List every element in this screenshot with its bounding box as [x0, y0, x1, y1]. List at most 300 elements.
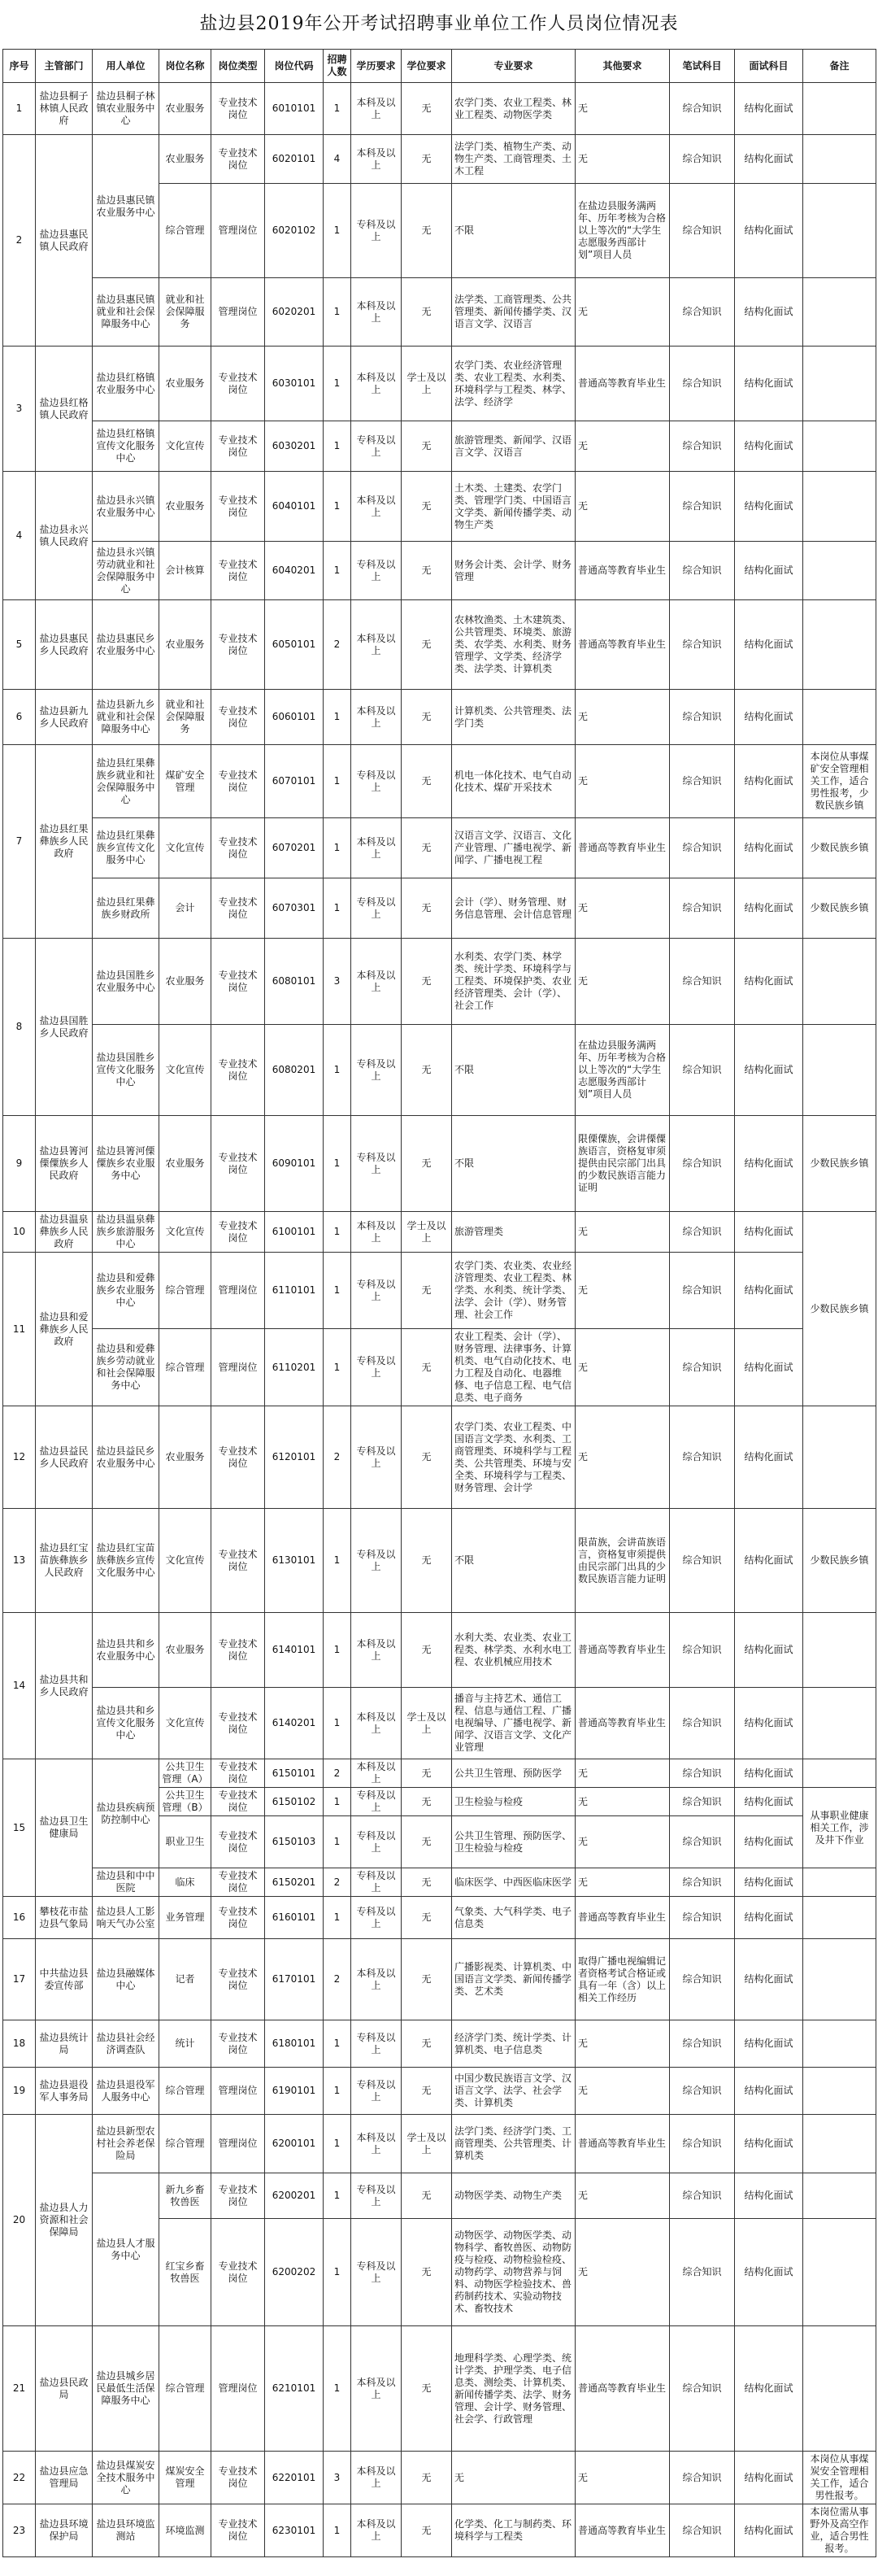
- other-requirement-cell: 限苗族，会讲苗族语言，资格复审须提供由民宗部门出具的少数民族语言能力证明: [576, 1509, 670, 1613]
- interview-cell: 结构化面试: [735, 135, 803, 184]
- degree-cell: 无: [402, 135, 452, 184]
- written-exam-cell: 综合知识: [670, 1897, 735, 1939]
- interview-cell: 结构化面试: [735, 1613, 803, 1688]
- dept-cell: 盐边县国胜乡人民政府: [36, 939, 93, 1116]
- unit-cell: 盐边县人才服务中心: [93, 2173, 159, 2326]
- major-requirement-cell: 广播影视类、计算机类、中国语言文学类、新闻传播学类、艺术类: [452, 1939, 576, 2020]
- written-exam-cell: 综合知识: [670, 2068, 735, 2115]
- other-requirement-cell: 普通高等教育毕业生: [576, 1688, 670, 1759]
- seq-cell: 18: [3, 2020, 36, 2068]
- dept-cell: 盐边县惠民镇人民政府: [36, 135, 93, 347]
- post-code-cell: 6140201: [265, 1688, 324, 1759]
- note-cell: [803, 2326, 876, 2452]
- headcount-cell: 2: [324, 1939, 351, 2020]
- other-requirement-cell: 无: [576, 421, 670, 472]
- headcount-cell: 2: [324, 1868, 351, 1897]
- interview-cell: 结构化面试: [735, 421, 803, 472]
- post-name-cell: 农业服务: [159, 1406, 211, 1509]
- other-requirement-cell: 普通高等教育毕业生: [576, 2504, 670, 2557]
- education-cell: 本科及以上: [351, 1759, 402, 1788]
- post-name-cell: 公共卫生管理（A）: [159, 1759, 211, 1788]
- other-requirement-cell: 无: [576, 1868, 670, 1897]
- post-type-cell: 专业技术岗位: [211, 690, 265, 745]
- table-row: [3, 1406, 876, 1509]
- post-type-cell: 专业技术岗位: [211, 1025, 265, 1116]
- dept-cell: 盐边县新九乡人民政府: [36, 690, 93, 745]
- headcount-cell: 1: [324, 2504, 351, 2557]
- interview-cell: 结构化面试: [735, 1868, 803, 1897]
- education-cell: 专科及以上: [351, 1406, 402, 1509]
- education-cell: 专科及以上: [351, 1116, 402, 1212]
- unit-cell: 盐边县社会经济调查队: [93, 2020, 159, 2068]
- header-cell: 学位要求: [402, 50, 452, 83]
- education-cell: 专科及以上: [351, 2219, 402, 2326]
- table-row: [3, 939, 876, 1025]
- post-code-cell: 6200101: [265, 2115, 324, 2173]
- post-code-cell: 6170101: [265, 1939, 324, 2020]
- note-cell: [803, 2068, 876, 2115]
- degree-cell: 无: [402, 1816, 452, 1868]
- written-exam-cell: 综合知识: [670, 1688, 735, 1759]
- table-row: [3, 1253, 876, 1329]
- post-name-cell: 公共卫生管理（B）: [159, 1788, 211, 1816]
- seq-cell: 2: [3, 135, 36, 347]
- major-requirement-cell: 水利类、农学门类、林学类、统计学类、环境科学与工程类、环境保护类、农业经济管理类、会计（学）、社会工作: [452, 939, 576, 1025]
- interview-cell: 结构化面试: [735, 1406, 803, 1509]
- education-cell: 本科及以上: [351, 1939, 402, 2020]
- education-cell: 本科及以上: [351, 600, 402, 690]
- headcount-cell: 3: [324, 2452, 351, 2504]
- post-type-cell: 专业技术岗位: [211, 878, 265, 939]
- other-requirement-cell: 无: [576, 1406, 670, 1509]
- note-cell: [803, 1759, 876, 1788]
- major-requirement-cell: 机电一体化技术、电气自动化技术、煤矿开采技术: [452, 745, 576, 818]
- education-cell: 本科及以上: [351, 818, 402, 878]
- seq-cell: 10: [3, 1212, 36, 1253]
- header-cell: 序号: [3, 50, 36, 83]
- unit-cell: 盐边县红格镇农业服务中心: [93, 347, 159, 421]
- note-cell: [803, 2115, 876, 2173]
- interview-cell: 结构化面试: [735, 184, 803, 278]
- degree-cell: 无: [402, 745, 452, 818]
- major-requirement-cell: 农林牧渔类、土木建筑类、公共管理类、环境类、旅游类、农学类、水利类、财务管理学、文学类、经济学类、法学类、计算机类: [452, 600, 576, 690]
- written-exam-cell: 综合知识: [670, 1406, 735, 1509]
- unit-cell: 盐边县益民乡农业服务中心: [93, 1406, 159, 1509]
- major-requirement-cell: 经济学门类、统计学类、计算机类、电子信息类: [452, 2020, 576, 2068]
- headcount-cell: 4: [324, 135, 351, 184]
- major-requirement-cell: 计算机类、公共管理类、法学门类: [452, 690, 576, 745]
- post-name-cell: 记者: [159, 1939, 211, 2020]
- post-name-cell: 农业服务: [159, 600, 211, 690]
- table-row: [3, 1329, 876, 1406]
- headcount-cell: 1: [324, 2326, 351, 2452]
- written-exam-cell: 综合知识: [670, 135, 735, 184]
- interview-cell: 结构化面试: [735, 1939, 803, 2020]
- other-requirement-cell: 无: [576, 1759, 670, 1788]
- written-exam-cell: 综合知识: [670, 2173, 735, 2219]
- table-row: [3, 1759, 876, 1788]
- written-exam-cell: 综合知识: [670, 347, 735, 421]
- note-cell: [803, 347, 876, 421]
- other-requirement-cell: 无: [576, 2452, 670, 2504]
- note-cell: 少数民族乡镇: [803, 1116, 876, 1212]
- header-cell: 岗位名称: [159, 50, 211, 83]
- header-cell: 面试科目: [735, 50, 803, 83]
- degree-cell: 无: [402, 1759, 452, 1788]
- interview-cell: 结构化面试: [735, 278, 803, 347]
- post-code-cell: 6030201: [265, 421, 324, 472]
- written-exam-cell: 综合知识: [670, 83, 735, 135]
- other-requirement-cell: 无: [576, 135, 670, 184]
- unit-cell: 盐边县煤炭安全技术服务中心: [93, 2452, 159, 2504]
- dept-cell: 中共盐边县委宣传部: [36, 1939, 93, 2020]
- other-requirement-cell: 无: [576, 2219, 670, 2326]
- post-code-cell: 6210101: [265, 2326, 324, 2452]
- headcount-cell: 1: [324, 1116, 351, 1212]
- note-cell: [803, 1868, 876, 1897]
- header-cell: 岗位类型: [211, 50, 265, 83]
- post-code-cell: 6110201: [265, 1329, 324, 1406]
- headcount-cell: 2: [324, 1759, 351, 1788]
- education-cell: 专科及以上: [351, 2173, 402, 2219]
- education-cell: 本科及以上: [351, 278, 402, 347]
- post-name-cell: 业务管理: [159, 1897, 211, 1939]
- headcount-cell: 1: [324, 1788, 351, 1816]
- degree-cell: 无: [402, 472, 452, 542]
- degree-cell: 无: [402, 83, 452, 135]
- seq-cell: 8: [3, 939, 36, 1116]
- education-cell: 专科及以上: [351, 1788, 402, 1816]
- post-type-cell: 专业技术岗位: [211, 542, 265, 600]
- major-requirement-cell: 旅游管理类、新闻学、汉语言文学、汉语言: [452, 421, 576, 472]
- major-requirement-cell: 农业工程类、会计（学）、财务管理、法律事务、计算机类、电气自动化技术、电力工程及自动化、电器维修、电子信息工程、电气信息类、电子商务: [452, 1329, 576, 1406]
- written-exam-cell: 综合知识: [670, 818, 735, 878]
- other-requirement-cell: 无: [576, 1329, 670, 1406]
- headcount-cell: 1: [324, 878, 351, 939]
- post-name-cell: 红宝乡畜牧兽医: [159, 2219, 211, 2326]
- dept-cell: 攀枝花市盐边县气象局: [36, 1897, 93, 1939]
- other-requirement-cell: 无: [576, 472, 670, 542]
- headcount-cell: 1: [324, 690, 351, 745]
- unit-cell: 盐边县国胜乡宣传文化服务中心: [93, 1025, 159, 1116]
- post-name-cell: 煤炭安全管理: [159, 2452, 211, 2504]
- dept-cell: 盐边县桐子林镇人民政府: [36, 83, 93, 135]
- note-cell: 本岗位从事煤炭安全管理相关工作，适合男性报考。: [803, 2452, 876, 2504]
- note-cell: [803, 135, 876, 184]
- post-name-cell: 农业服务: [159, 1116, 211, 1212]
- post-type-cell: 专业技术岗位: [211, 472, 265, 542]
- note-cell: [803, 421, 876, 472]
- header-cell: 用人单位: [93, 50, 159, 83]
- table-row: [3, 347, 876, 421]
- post-type-cell: 管理岗位: [211, 2115, 265, 2173]
- note-cell: 少数民族乡镇: [803, 1509, 876, 1613]
- major-requirement-cell: 会计（学）、财务管理、财务信息管理、会计信息管理: [452, 878, 576, 939]
- unit-cell: 盐边县和中中医院: [93, 1868, 159, 1897]
- post-name-cell: 统计: [159, 2020, 211, 2068]
- degree-cell: 学士及以上: [402, 1212, 452, 1253]
- written-exam-cell: 综合知识: [670, 2115, 735, 2173]
- post-name-cell: 文化宣传: [159, 1212, 211, 1253]
- unit-cell: 盐边县永兴镇农业服务中心: [93, 472, 159, 542]
- written-exam-cell: 综合知识: [670, 1613, 735, 1688]
- degree-cell: 无: [402, 2173, 452, 2219]
- post-name-cell: 农业服务: [159, 347, 211, 421]
- page-title: 盐边县2019年公开考试招聘事业单位工作人员岗位情况表: [199, 14, 679, 34]
- degree-cell: 无: [402, 2068, 452, 2115]
- other-requirement-cell: 普通高等教育毕业生: [576, 542, 670, 600]
- header-cell: 岗位代码: [265, 50, 324, 83]
- unit-cell: 盐边县退役军人服务中心: [93, 2068, 159, 2115]
- unit-cell: 盐边县红格镇宣传文化服务中心: [93, 421, 159, 472]
- post-code-cell: 6070301: [265, 878, 324, 939]
- seq-cell: 11: [3, 1253, 36, 1406]
- other-requirement-cell: 普通高等教育毕业生: [576, 2115, 670, 2173]
- post-type-cell: 管理岗位: [211, 1329, 265, 1406]
- table-row: [3, 2326, 876, 2452]
- headcount-cell: 1: [324, 818, 351, 878]
- post-type-cell: 专业技术岗位: [211, 1406, 265, 1509]
- major-requirement-cell: 卫生检验与检疫: [452, 1788, 576, 1816]
- written-exam-cell: 综合知识: [670, 939, 735, 1025]
- major-requirement-cell: 水利大类、农业类、农业工程类、林学类、水利水电工程、农业机械应用技术: [452, 1613, 576, 1688]
- note-cell: [803, 2219, 876, 2326]
- post-type-cell: 专业技术岗位: [211, 1897, 265, 1939]
- note-cell: [803, 542, 876, 600]
- note-cell: [803, 184, 876, 278]
- major-requirement-cell: 农学门类、农业工程类、林业工程类、动物医学类: [452, 83, 576, 135]
- written-exam-cell: 综合知识: [670, 745, 735, 818]
- post-name-cell: 会计核算: [159, 542, 211, 600]
- post-name-cell: 农业服务: [159, 83, 211, 135]
- table-row: [3, 421, 876, 472]
- seq-cell: 7: [3, 745, 36, 939]
- header-cell: 招聘人数: [324, 50, 351, 83]
- post-code-cell: 6150103: [265, 1816, 324, 1868]
- education-cell: 本科及以上: [351, 347, 402, 421]
- post-name-cell: 就业和社会保障服务: [159, 690, 211, 745]
- education-cell: 专科及以上: [351, 421, 402, 472]
- headcount-cell: 1: [324, 2219, 351, 2326]
- degree-cell: 无: [402, 2326, 452, 2452]
- written-exam-cell: 综合知识: [670, 2504, 735, 2557]
- education-cell: 本科及以上: [351, 2504, 402, 2557]
- table-row: [3, 1212, 876, 1253]
- major-requirement-cell: 气象类、大气科学类、电子信息类: [452, 1897, 576, 1939]
- post-type-cell: 管理岗位: [211, 278, 265, 347]
- written-exam-cell: 综合知识: [670, 1253, 735, 1329]
- written-exam-cell: 综合知识: [670, 2452, 735, 2504]
- table-row: [3, 1509, 876, 1613]
- other-requirement-cell: 无: [576, 2020, 670, 2068]
- post-code-cell: 6040101: [265, 472, 324, 542]
- education-cell: 专科及以上: [351, 1509, 402, 1613]
- major-requirement-cell: 临床医学、中西医临床医学: [452, 1868, 576, 1897]
- interview-cell: 结构化面试: [735, 2219, 803, 2326]
- interview-cell: 结构化面试: [735, 2173, 803, 2219]
- post-type-cell: 专业技术岗位: [211, 600, 265, 690]
- header-cell: 其他要求: [576, 50, 670, 83]
- headcount-cell: 1: [324, 421, 351, 472]
- unit-cell: 盐边县融媒体中心: [93, 1939, 159, 2020]
- degree-cell: 无: [402, 939, 452, 1025]
- post-code-cell: 6220101: [265, 2452, 324, 2504]
- post-code-cell: 6160101: [265, 1897, 324, 1939]
- major-requirement-cell: 法学门类、经济学门类、工商管理类、公共管理类、计算机类: [452, 2115, 576, 2173]
- post-type-cell: 专业技术岗位: [211, 1759, 265, 1788]
- headcount-cell: 1: [324, 347, 351, 421]
- major-requirement-cell: 财务会计类、会计学、财务管理: [452, 542, 576, 600]
- major-requirement-cell: 动物医学、动物医学类、动物科学、畜牧兽医、动物防疫与检疫、动物检验检疫、动物药学、动物营养与饲料、动物医学检验技术、兽药制药技术、实验动物技术、畜牧技术: [452, 2219, 576, 2326]
- post-type-cell: 管理岗位: [211, 2068, 265, 2115]
- post-code-cell: 6080201: [265, 1025, 324, 1116]
- seq-cell: 15: [3, 1759, 36, 1897]
- unit-cell: 盐边县环境监测站: [93, 2504, 159, 2557]
- headcount-cell: 1: [324, 2020, 351, 2068]
- headcount-cell: 1: [324, 745, 351, 818]
- seq-cell: 23: [3, 2504, 36, 2557]
- post-code-cell: 6230101: [265, 2504, 324, 2557]
- unit-cell: 盐边县和爱彝族乡劳动就业和社会保障服务中心: [93, 1329, 159, 1406]
- dept-cell: 盐边县惠民乡人民政府: [36, 600, 93, 690]
- headcount-cell: 1: [324, 1253, 351, 1329]
- degree-cell: 学士及以上: [402, 1688, 452, 1759]
- note-cell: [803, 600, 876, 690]
- post-type-cell: 专业技术岗位: [211, 1688, 265, 1759]
- dept-cell: 盐边县卫生健康局: [36, 1759, 93, 1897]
- unit-cell: 盐边县惠民乡农业服务中心: [93, 600, 159, 690]
- headcount-cell: 1: [324, 83, 351, 135]
- post-name-cell: 综合管理: [159, 2115, 211, 2173]
- interview-cell: 结构化面试: [735, 1212, 803, 1253]
- interview-cell: 结构化面试: [735, 1788, 803, 1816]
- degree-cell: 学士及以上: [402, 2115, 452, 2173]
- post-type-cell: 专业技术岗位: [211, 2452, 265, 2504]
- post-code-cell: 6080101: [265, 939, 324, 1025]
- interview-cell: 结构化面试: [735, 347, 803, 421]
- other-requirement-cell: 无: [576, 939, 670, 1025]
- headcount-cell: 2: [324, 600, 351, 690]
- dept-cell: 盐边县和爱彝族乡人民政府: [36, 1253, 93, 1406]
- major-requirement-cell: 汉语言文学、汉语言、文化产业管理、广播电视学、新闻学、广播电视工程: [452, 818, 576, 878]
- other-requirement-cell: 限傈僳族，会讲傈僳族语言，资格复审须提供由民宗部门出具的少数民族语言能力证明: [576, 1116, 670, 1212]
- recruitment-table: [2, 49, 876, 2557]
- education-cell: 专科及以上: [351, 1868, 402, 1897]
- major-requirement-cell: 不限: [452, 1509, 576, 1613]
- interview-cell: 结构化面试: [735, 690, 803, 745]
- other-requirement-cell: 普通高等教育毕业生: [576, 1897, 670, 1939]
- interview-cell: 结构化面试: [735, 2020, 803, 2068]
- note-cell: [803, 2173, 876, 2219]
- degree-cell: 无: [402, 1613, 452, 1688]
- degree-cell: 无: [402, 1868, 452, 1897]
- table-row: [3, 542, 876, 600]
- other-requirement-cell: 取得广播电视编辑记者资格考试合格证或具有一年（含）以上相关工作经历: [576, 1939, 670, 2020]
- headcount-cell: 1: [324, 278, 351, 347]
- header-cell: 备注: [803, 50, 876, 83]
- post-name-cell: 农业服务: [159, 472, 211, 542]
- dept-cell: 盐边县红宝苗族彝族乡人民政府: [36, 1509, 93, 1613]
- table-row: [3, 83, 876, 135]
- written-exam-cell: 综合知识: [670, 1759, 735, 1788]
- post-type-cell: 专业技术岗位: [211, 2504, 265, 2557]
- major-requirement-cell: 化学类、化工与制药类、环境科学与工程类: [452, 2504, 576, 2557]
- degree-cell: 无: [402, 1253, 452, 1329]
- unit-cell: 盐边县和爱彝族乡农业服务中心: [93, 1253, 159, 1329]
- headcount-cell: 1: [324, 542, 351, 600]
- education-cell: 本科及以上: [351, 2115, 402, 2173]
- headcount-cell: 2: [324, 1406, 351, 1509]
- written-exam-cell: 综合知识: [670, 1025, 735, 1116]
- post-code-cell: 6110101: [265, 1253, 324, 1329]
- post-code-cell: 6190101: [265, 2068, 324, 2115]
- post-type-cell: 专业技术岗位: [211, 1509, 265, 1613]
- note-cell: 本岗位需从事野外及高空作业，适合男性报考。: [803, 2504, 876, 2557]
- post-name-cell: 综合管理: [159, 1253, 211, 1329]
- other-requirement-cell: 在盐边县服务满两年、历年考核为合格以上等次的“大学生志愿服务西部计划”项目人员: [576, 184, 670, 278]
- major-requirement-cell: 公共卫生管理、预防医学、卫生检验与检疫: [452, 1816, 576, 1868]
- written-exam-cell: 综合知识: [670, 600, 735, 690]
- interview-cell: 结构化面试: [735, 1816, 803, 1868]
- degree-cell: 无: [402, 2504, 452, 2557]
- note-cell: [803, 2020, 876, 2068]
- dept-cell: 盐边县红格镇人民政府: [36, 347, 93, 472]
- seq-cell: 21: [3, 2326, 36, 2452]
- major-requirement-cell: 中国少数民族语言文学、汉语言文学、法学、社会学类、计算机类: [452, 2068, 576, 2115]
- post-code-cell: 6030101: [265, 347, 324, 421]
- major-requirement-cell: 不限: [452, 1116, 576, 1212]
- post-code-cell: 6090101: [265, 1116, 324, 1212]
- degree-cell: 无: [402, 878, 452, 939]
- other-requirement-cell: 无: [576, 1816, 670, 1868]
- post-code-cell: 6020101: [265, 135, 324, 184]
- written-exam-cell: 综合知识: [670, 1212, 735, 1253]
- table-row: [3, 1868, 876, 1897]
- post-code-cell: 6060101: [265, 690, 324, 745]
- post-code-cell: 6150102: [265, 1788, 324, 1816]
- table-row: [3, 1613, 876, 1688]
- unit-cell: 盐边县红宝苗族彝族乡宣传文化服务中心: [93, 1509, 159, 1613]
- written-exam-cell: 综合知识: [670, 184, 735, 278]
- major-requirement-cell: 不限: [452, 1025, 576, 1116]
- written-exam-cell: 综合知识: [670, 2326, 735, 2452]
- post-name-cell: 就业和社会保障服务: [159, 278, 211, 347]
- unit-cell: 盐边县红果彝族乡宣传文化服务中心: [93, 818, 159, 878]
- post-code-cell: 6010101: [265, 83, 324, 135]
- post-code-cell: 6120101: [265, 1406, 324, 1509]
- interview-cell: 结构化面试: [735, 600, 803, 690]
- post-name-cell: 环境监测: [159, 2504, 211, 2557]
- note-cell: [803, 1025, 876, 1116]
- note-cell: 少数民族乡镇: [803, 1212, 876, 1406]
- unit-cell: 盐边县共和乡宣传文化服务中心: [93, 1688, 159, 1759]
- headcount-cell: 1: [324, 1025, 351, 1116]
- dept-cell: 盐边县应急管理局: [36, 2452, 93, 2504]
- table-row: [3, 2504, 876, 2557]
- interview-cell: 结构化面试: [735, 1116, 803, 1212]
- major-requirement-cell: 地理科学类、心理学类、统计学类、护理学类、电子信息类、测绘类、计算机类、新闻传播学类、法学、财务管理、会计学、财务管理、社会学、行政管理: [452, 2326, 576, 2452]
- other-requirement-cell: 普通高等教育毕业生: [576, 347, 670, 421]
- seq-cell: 14: [3, 1613, 36, 1759]
- post-code-cell: 6200202: [265, 2219, 324, 2326]
- unit-cell: 盐边县惠民镇就业和社会保障服务中心: [93, 278, 159, 347]
- dept-cell: 盐边县箐河傈僳族乡人民政府: [36, 1116, 93, 1212]
- written-exam-cell: 综合知识: [670, 2219, 735, 2326]
- education-cell: 本科及以上: [351, 1212, 402, 1253]
- post-type-cell: 专业技术岗位: [211, 421, 265, 472]
- degree-cell: 无: [402, 1939, 452, 2020]
- note-cell: 少数民族乡镇: [803, 818, 876, 878]
